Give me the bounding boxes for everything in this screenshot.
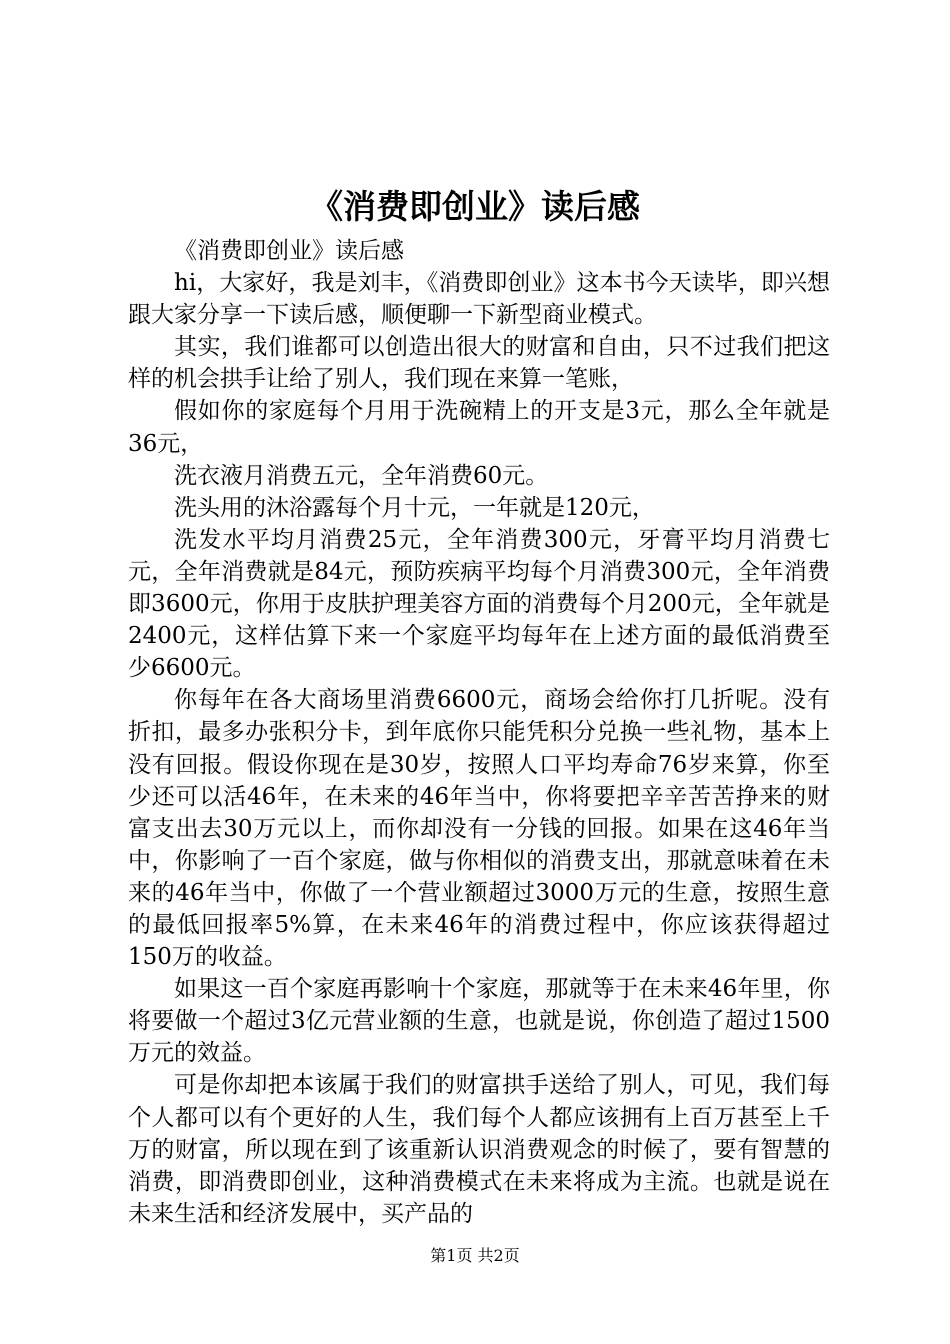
paragraph: 《消费即创业》读后感 — [174, 238, 404, 264]
paragraph: 可是你却把本该属于我们的财富拱手送给了别人，可见，我们每个人都可以有个更好的人生，我们每个人都应该拥有上百万甚至上千万的财富，所以现在到了该重新认识消费观念的时候了，要有智慧的消费，即消费即创业，这种消费模式在未来将成为主流。也就是说在未来生活和经济发展中，买产品的 — [128, 1072, 830, 1227]
paragraph: 洗头用的沐浴露每个月十元，一年就是120元， — [174, 494, 655, 521]
paragraph: 假如你的家庭每个月用于洗碗精上的开支是3元，那么全年就是36元， — [128, 398, 830, 457]
paragraph: 洗发水平均月消费25元，全年消费300元，牙膏平均月消费七元，全年消费就是84元，预防疾病平均每个月消费300元，全年消费即3600元，你用于皮肤护理美容方面的消费每个月200元，全年就是2400元，这样估算下来一个家庭平均每年在上述方面的最低消费至少6600元。 — [128, 526, 830, 682]
paragraph: 你每年在各大商场里消费6600元，商场会给你打几折呢。没有折扣，最多办张积分卡，到年底你只能凭积分兑换一些礼物，基本上没有回报。假设你现在是30岁，按照人口平均寿命76岁来算，你至少还可以活46年，在未来的46年当中，你将要把辛辛苦苦挣来的财富支出去30万元以上，而你却没有一分钱的回报。如果在这46年当中，你影响了一百个家庭，做与你相似的消费支出，那就意味着在未来的46年当中，你做了一个营业额超过3000万元的生意，按照生意的最低回报率5%算，在未来46年的消费过程中，你应该获得超过150万的收益。 — [128, 687, 830, 971]
paragraph: 洗衣液月消费五元，全年消费60元。 — [174, 462, 549, 489]
paragraph: 如果这一百个家庭再影响十个家庭，那就等于在未来46年里，你将要做一个超过3亿元营业额的生意，也就是说，你创造了超过1500万元的效益。 — [128, 976, 830, 1067]
paragraph: 其实，我们谁都可以创造出很大的财富和自由，只不过我们把这样的机会拱手让给了别人，我们现在来算一笔账， — [128, 334, 830, 393]
page-footer: 第1页 共2页 — [430, 1246, 520, 1265]
document-body — [128, 235, 830, 1230]
paragraph: hi，大家好，我是刘丰，《消费即创业》这本书今天读毕，即兴想跟大家分享一下读后感，顺便聊一下新型商业模式。 — [128, 270, 830, 329]
document-title: 《消费即创业》读后感 — [310, 187, 640, 226]
